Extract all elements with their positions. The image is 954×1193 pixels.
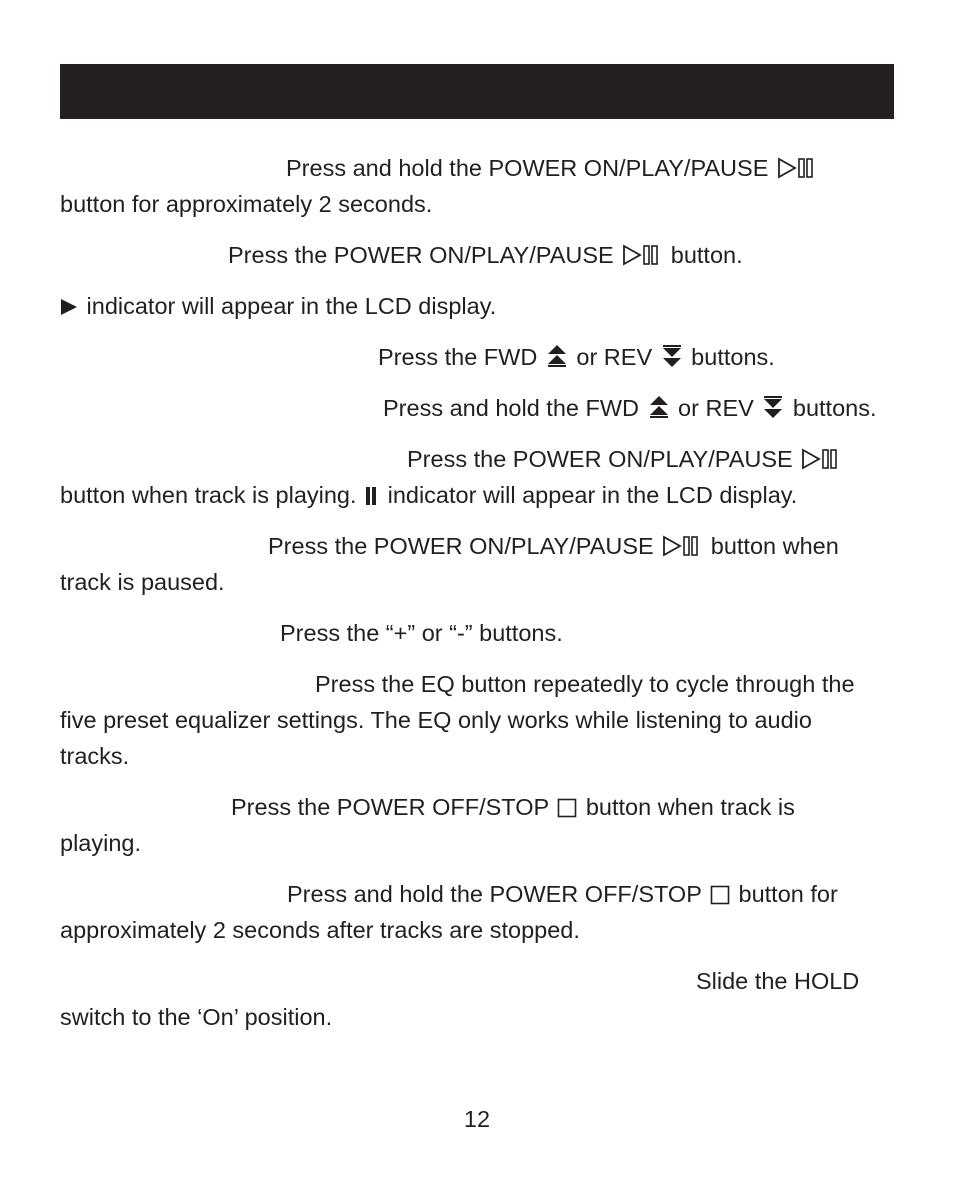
instruction-pause <box>60 441 894 513</box>
instruction-text: Press the POWER OFF/STOP <box>231 794 556 820</box>
instruction-text: buttons. <box>786 395 877 421</box>
instruction-text: approximately 2 seconds after tracks are stopped. <box>60 917 580 943</box>
pause-indicator-icon <box>365 486 379 506</box>
instruction-text: Press the POWER ON/PLAY/PAUSE <box>268 533 661 559</box>
rev-icon <box>762 395 784 419</box>
instruction-text: five preset equalizer settings. The EQ only works while listening to audio <box>60 707 812 733</box>
instruction-text: button for approximately 2 seconds. <box>60 191 433 217</box>
play-pause-icon <box>622 244 662 266</box>
instruction-text: Press the POWER ON/PLAY/PAUSE <box>228 242 621 268</box>
instruction-text: Press the POWER ON/PLAY/PAUSE <box>407 446 800 472</box>
instruction-power-on <box>60 150 894 222</box>
instruction-text: Press the “+” or “-” buttons. <box>280 620 563 646</box>
instruction-play <box>60 237 894 273</box>
instruction-hold <box>60 963 894 1035</box>
rev-icon <box>661 344 683 368</box>
section-header-bar <box>60 64 894 119</box>
instruction-text: Press and hold the POWER ON/PLAY/PAUSE <box>286 155 775 181</box>
instruction-text: tracks. <box>60 743 130 769</box>
instruction-text: or REV <box>671 395 761 421</box>
instruction-resume <box>60 528 894 600</box>
instruction-power-off <box>60 876 894 948</box>
play-pause-icon <box>662 535 702 557</box>
instruction-text: buttons. <box>684 344 775 370</box>
instruction-text: button for <box>731 881 838 907</box>
instruction-text: track is paused. <box>60 569 225 595</box>
instruction-text: indicator will appear in the LCD display. <box>80 293 497 319</box>
instructions-body <box>60 150 894 1050</box>
instruction-volume <box>60 615 894 651</box>
instruction-text: playing. <box>60 830 141 856</box>
instruction-text: button when <box>704 533 839 559</box>
instruction-text: Press the FWD <box>378 344 544 370</box>
instruction-skip <box>60 339 894 375</box>
instruction-stop <box>60 789 894 861</box>
instruction-text: button. <box>664 242 743 268</box>
instruction-scan <box>60 390 894 426</box>
fwd-icon <box>648 395 670 419</box>
play-pause-icon <box>801 448 841 470</box>
fwd-icon <box>546 344 568 368</box>
stop-icon <box>710 885 730 905</box>
instruction-play-indicator <box>60 288 894 324</box>
play-indicator-icon <box>60 297 78 317</box>
instruction-text: or REV <box>569 344 659 370</box>
instruction-text: button when track is <box>579 794 795 820</box>
instruction-text: Press and hold the POWER OFF/STOP <box>287 881 708 907</box>
instruction-eq <box>60 666 894 774</box>
instruction-text: Press the EQ button repeatedly to cycle through the <box>315 671 855 697</box>
instruction-text: button when track is playing. <box>60 482 364 508</box>
stop-icon <box>557 798 577 818</box>
page-number: 12 <box>463 1106 491 1132</box>
instruction-text: Press and hold the FWD <box>383 395 646 421</box>
instruction-text: indicator will appear in the LCD display. <box>381 482 798 508</box>
instruction-text: switch to the ‘On’ position. <box>60 1004 333 1030</box>
instruction-text: Slide the HOLD <box>696 968 860 994</box>
play-pause-icon <box>777 157 817 179</box>
